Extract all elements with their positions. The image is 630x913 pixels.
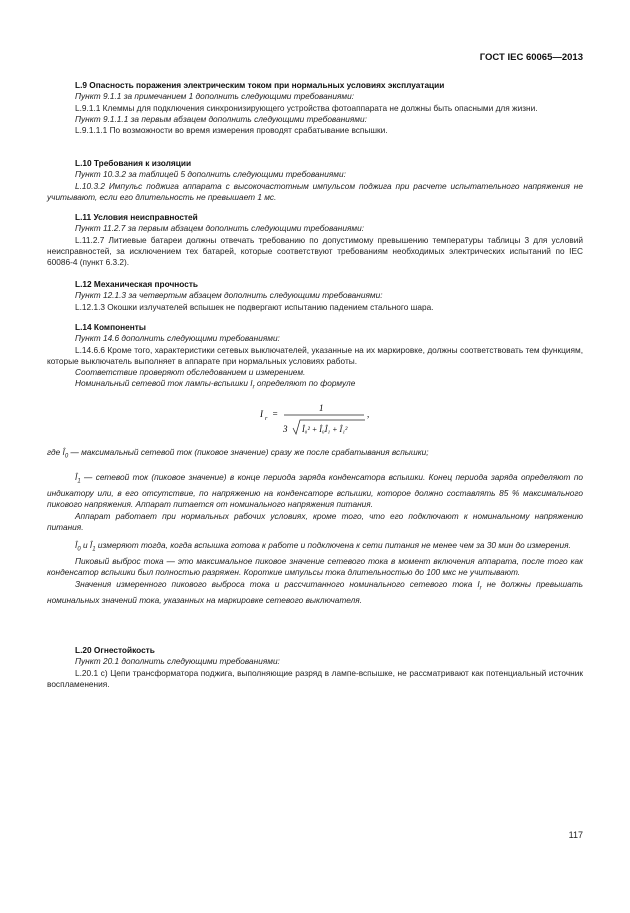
def-i0: где $Î_0$ — максимальный сетевой ток (пиковое значение) сразу же после срабатывания вспышки; [47,447,429,460]
section-heading: L.20 Огнестойкость [75,645,155,655]
section-text: L.20.1 с) Цепи трансформатора поджига, выполняющие разряд в лампе-вспышке, не рассматривают как потенциальный источник воспламенения. [47,667,583,689]
operate-text: Аппарат работает при нормальных рабочих условиях, кроме того, что его подключают к номинальному напряжению питания. [47,510,583,532]
section-l10 [47,158,583,203]
section-l14 [47,322,583,394]
section-text: L.10.3.2 Импульс поджига аппарата с высокочастотным импульсом поджига при расчете испытательного напряжения не учитывают, если его длительность не превышает 1 мс. [47,180,583,202]
symbol-ir: $I_r$ [477,578,482,592]
peak-text: Пиковый выброс тока — это максимальное пиковое значение сетевого тока в момент включения аппарата, после того как конденсатор вспышки был полностью разряжен. Короткие импульсы тока длительностью до 100 мкс не учитывают. [47,556,583,578]
section-l20 [47,645,583,690]
section-heading: L.14 Компоненты [75,322,146,332]
section-intro: Пункт 11.2.7 за первым абзацем дополнить следующими требованиями: [75,223,364,234]
symbol-ir: $I_r$ [250,378,255,392]
section-intro: Пункт 9.1.1 за примечанием 1 дополнить следующими требованиями: [75,91,355,102]
formula-den-coef: 3 [283,424,288,434]
check-text: Соответствие проверяют обследованием и измерением. [75,367,306,378]
measure-text: $Î_0$ и $Î_1$ измеряют тогда, когда вспышка готова к работе и подключена к сети питания не менее чем за 30 мин до измерения. [75,540,571,553]
section-heading: L.9 Опасность поражения электрическим током при нормальных условиях эксплуатации [75,80,445,90]
section-text-2: L.9.1.1.1 По возможности во время измерения проводят срабатывание вспышки. [75,125,388,136]
section-text: L.12.1.3 Окошки излучателей вспышек не подвергают испытанию падением стального шара. [75,301,434,312]
formula-den-expr: Î₀² + Î₀Î₁ + Î₁² [302,425,348,434]
formula-lhs: I [260,409,263,419]
symbol-i1: $Î_1$ [75,471,81,485]
section-l11 [47,212,583,268]
section-heading: L.11 Условия неисправностей [75,212,198,222]
symbol-i0: $Î_0$ [62,447,69,460]
symbol-i0: $Î_0$ [75,540,81,553]
nominal-text: Номинальный сетевой ток лампы-вспышки $I_r$ определяют по формуле [75,378,356,392]
def-i1: $Î_1$ — сетевой ток (пиковое значение) в конце периода заряда конденсатора вспышки. Конец периода заряда определяют по индикатору или, в его отсутствие, по напряжению на конденсаторе вспышки, которое должно составлять 85 % максимального пикового напряжения. Аппарат питается от номинального напряжения питания. [47,471,583,510]
section-l9 [47,80,583,136]
values-text: Значения измеренного пикового выброса тока и рассчитанного номинального сетевого тока $I_r$ не должны превышать номинальных значений тока, указанных на маркировке сетевого выключателя. [47,578,584,605]
formula-eq: = [272,409,279,419]
symbol-i1: $Î_1$ [89,540,96,553]
document-header: ГОСТ IEC 60065—2013 [479,52,583,63]
section-heading: L.10 Требования к изоляции [75,158,192,168]
section-text: L.11.2.7 Литиевые батареи должны отвечать требованию по допустимому превышению температуры таблицы 3 для условий неисправностей, за исключением тех батарей, которые соответствуют требованиям необходимых электрических испытаний по IEC 60086-4 (пункт 6.3.2). [47,234,583,268]
section-text: L.9.1.1 Клеммы для подключения синхронизирующего устройства фотоаппарата не должны быть опасными для жизни. [75,102,538,113]
section-intro: Пункт 20.1 дополнить следующими требованиями: [75,656,280,667]
section-intro: Пункт 14.6 дополнить следующими требованиями: [75,333,280,344]
section-intro: Пункт 10.3.2 за таблицей 5 дополнить следующими требованиями: [75,169,346,180]
formula-graphic [47,402,583,442]
formula-lhs-sub: r [265,416,268,422]
formula-tail: , [367,409,370,419]
definitions [47,447,583,606]
section-intro-2: Пункт 9.1.1.1 за первым абзацем дополнить следующими требованиями: [75,113,367,124]
section-intro: Пункт 12.1.3 за четвертым абзацем дополнить следующими требованиями: [75,290,383,301]
page-number: 117 [568,830,583,840]
section-l12 [47,279,583,313]
formula [47,402,583,445]
section-text: L.14.6.6 Кроме того, характеристики сетевых выключателей, указанные на их маркировке, должны соответствовать тем функциям, которые выключатель выполняет в аппарате при нормальных условиях работы. [47,344,583,366]
section-heading: L.12 Механическая прочность [75,279,199,289]
formula-numerator: 1 [319,403,324,413]
